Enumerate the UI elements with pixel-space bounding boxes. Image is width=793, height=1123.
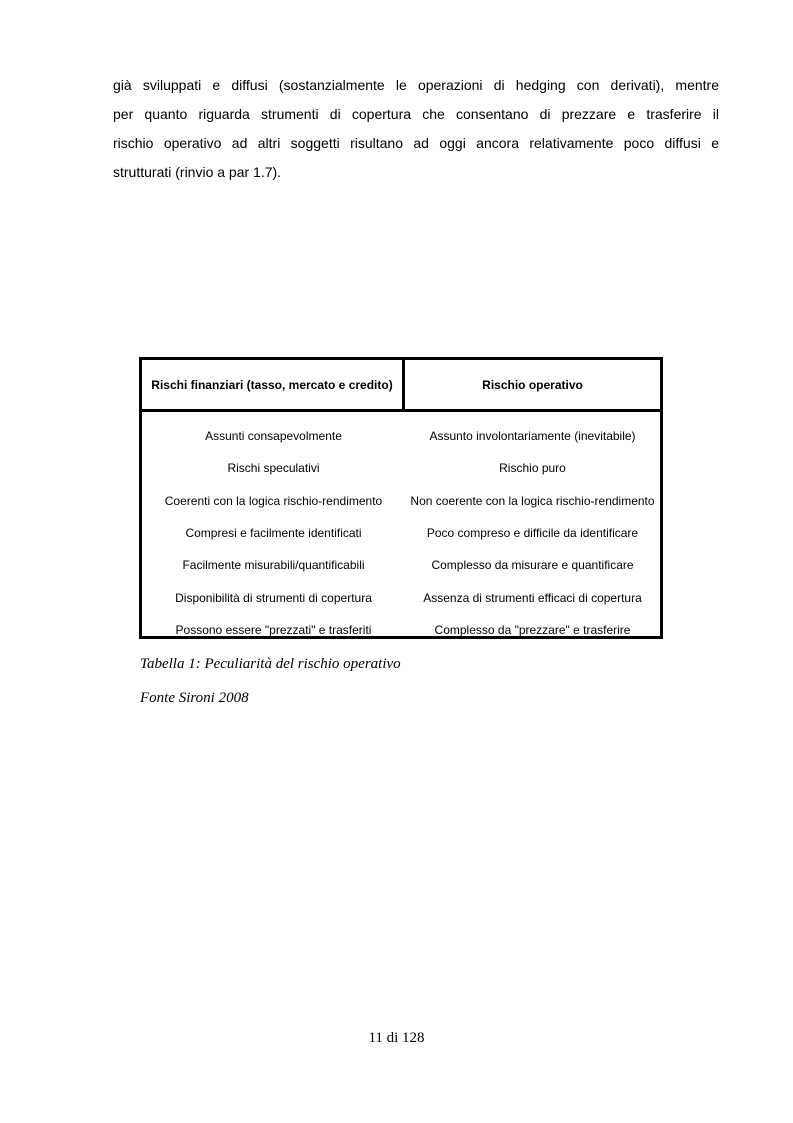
table-cell: Rischi speculativi — [227, 461, 320, 476]
table-cell: Compresi e facilmente identificati — [185, 526, 362, 541]
table-cell: Disponibilità di strumenti di copertura — [175, 590, 372, 605]
body-line: rischio operativo ad altri soggetti risultano ad oggi ancora relativamente poco diffusi e — [113, 135, 719, 151]
page-number: 11 di 128 — [368, 1030, 425, 1046]
table-body — [142, 412, 660, 646]
body-paragraph — [113, 71, 719, 187]
table-cell: Assenza di strumenti efficaci di copertura — [423, 590, 642, 605]
risk-comparison-table — [139, 357, 663, 639]
body-line: strutturati (rinvio a par 1.7). — [113, 164, 282, 180]
table-caption: Tabella 1: Peculiarità del rischio operativo — [140, 656, 401, 672]
body-line: già sviluppati e diffusi (sostanzialmente le operazioni di hedging con derivati), mentre — [113, 77, 719, 93]
table-cell: Assunto involontariamente (inevitabile) — [429, 429, 636, 444]
table-cell: Poco compreso e difficile da identificare — [426, 526, 639, 541]
table-cell: Rischio puro — [499, 461, 566, 476]
table-row — [142, 517, 660, 549]
table-cell: Assunti consapevolmente — [205, 429, 342, 444]
table-cell: Possono essere "prezzati" e trasferiti — [175, 622, 372, 637]
table-cell: Non coerente con la logica rischio-rendimento — [410, 493, 655, 508]
table-row — [142, 614, 660, 646]
table-cell: Complesso da misurare e quantificare — [431, 558, 634, 573]
table-cell: Complesso da "prezzare" e trasferire — [434, 622, 631, 637]
table-cell: Facilmente misurabili/quantificabili — [182, 558, 365, 573]
table-row — [142, 485, 660, 517]
table-header-row — [142, 360, 660, 412]
table-row — [142, 581, 660, 613]
table-source: Fonte Sironi 2008 — [140, 690, 249, 706]
body-line: per quanto riguarda strumenti di copertura che consentano di prezzare e trasferire il — [113, 106, 719, 122]
header-financial-risks: Rischi finanziari (tasso, mercato e credito) — [142, 360, 405, 409]
table-row — [142, 452, 660, 484]
header-operational-risk: Rischio operativo — [482, 377, 583, 392]
table-row — [142, 420, 660, 452]
table-cell: Coerenti con la logica rischio-rendimento — [164, 493, 383, 508]
table-row — [142, 549, 660, 581]
